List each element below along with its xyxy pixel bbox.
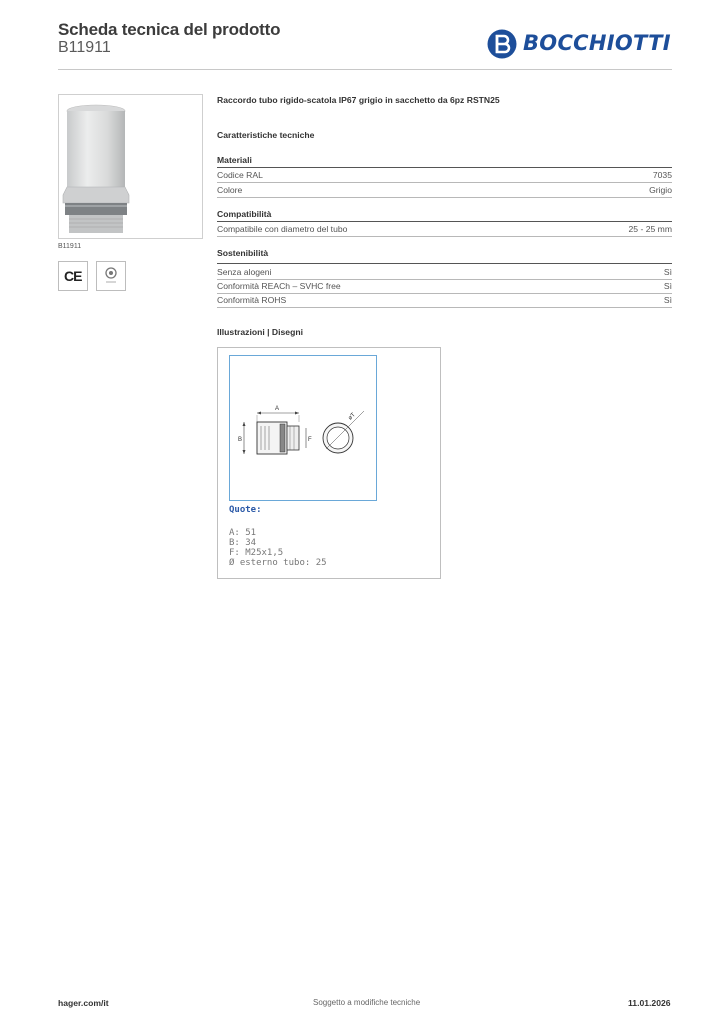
product-code: B11911 [58, 39, 111, 56]
spec-value: Sì [663, 267, 672, 277]
spec-row [217, 293, 672, 308]
spec-value: Sì [663, 281, 672, 291]
header-divider [58, 69, 672, 70]
brand-logo-icon [486, 28, 518, 60]
section-title-sostenibilita: Sostenibilità [217, 248, 269, 258]
quotes-title: Quote: [229, 505, 262, 515]
spec-row [217, 183, 672, 198]
ce-mark [58, 261, 88, 291]
brand-name: BOCCHIOTTI [523, 31, 671, 55]
spec-label: Colore [217, 185, 243, 195]
dim-diameter-label: øT [347, 412, 357, 422]
certification-icon [96, 261, 126, 291]
footer-website: hager.com/it [58, 998, 109, 1008]
footer-date: 11.01.2026 [628, 998, 671, 1008]
spec-row [217, 265, 672, 280]
quote-line: Ø esterno tubo: 25 [229, 558, 327, 568]
product-photo [58, 94, 203, 239]
product-description: Raccordo tubo rigido-scatola IP67 grigio in sacchetto da 6pz RSTN25 [217, 95, 500, 105]
spec-label: Conformità REACh – SVHC free [217, 281, 341, 291]
spec-label: Compatibile con diametro del tubo [217, 224, 348, 234]
specs-title: Caratteristiche tecniche [217, 130, 315, 140]
section-divider [217, 263, 672, 264]
spec-value: Sì [663, 295, 672, 305]
dim-a-label: A [275, 406, 280, 412]
spec-label: Conformità ROHS [217, 295, 287, 305]
spec-row [217, 279, 672, 294]
spec-value: 25 - 25 mm [628, 224, 672, 234]
quote-line: F: M25x1,5 [229, 548, 284, 558]
product-photo-image [59, 95, 202, 238]
spec-row [217, 168, 672, 183]
technical-drawing-panel [217, 347, 441, 579]
technical-drawing [230, 356, 376, 500]
section-title-materiali: Materiali [217, 155, 252, 165]
page-title: Scheda tecnica del prodotto [58, 20, 281, 39]
illustrations-title: Illustrazioni | Disegni [217, 327, 303, 337]
cert-seal-icon [97, 262, 125, 290]
spec-row [217, 222, 672, 237]
dim-b-label: B [238, 437, 243, 443]
dim-f-label: F [308, 437, 312, 443]
spec-label: Codice RAL [217, 170, 263, 180]
spec-value: 7035 [652, 170, 672, 180]
spec-value: Grigio [649, 185, 672, 195]
brand-logo [486, 28, 670, 60]
quote-line: B: 34 [229, 538, 257, 548]
section-title-compatibilita: Compatibilità [217, 209, 272, 219]
footer-notice: Soggetto a modifiche tecniche [313, 998, 421, 1007]
quote-line: A: 51 [229, 528, 257, 538]
photo-caption: B11911 [58, 243, 82, 250]
technical-drawing-frame [229, 355, 377, 501]
ce-mark-label: CE [64, 268, 82, 284]
spec-label: Senza alogeni [217, 267, 272, 277]
